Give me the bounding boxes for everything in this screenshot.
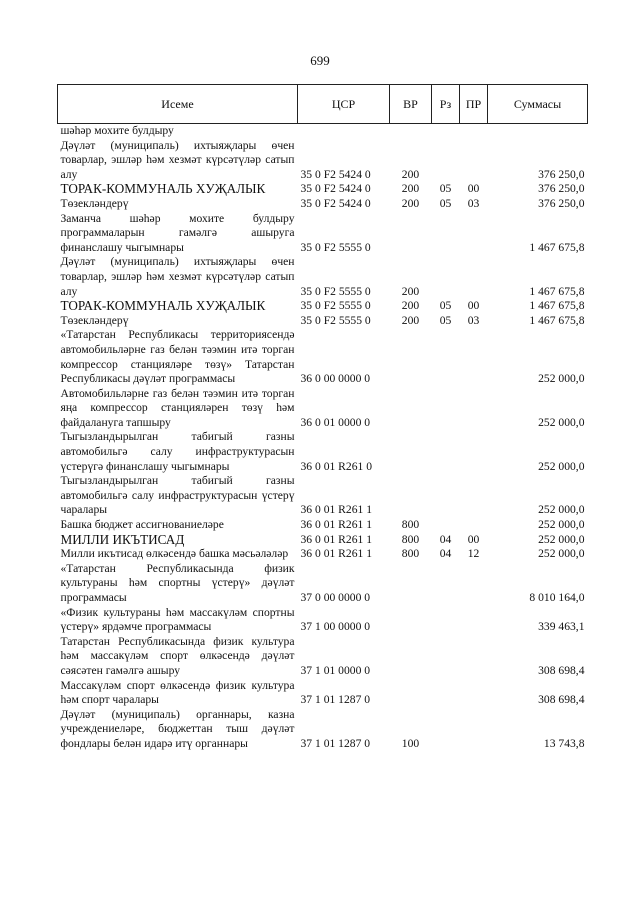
table-row bbox=[58, 299, 588, 314]
cell-sum: 1 467 675,8 bbox=[529, 240, 585, 254]
cell-csr: 36 0 01 R261 1 bbox=[300, 518, 372, 532]
cell-name: ТОРАК-КОММУНАЛЬ ХУҖАЛЫК bbox=[60, 181, 266, 197]
cell-sum bbox=[488, 124, 588, 139]
cell-pr bbox=[460, 387, 488, 431]
header-rz: Рз bbox=[432, 85, 460, 124]
cell-sum: 8 010 164,0 bbox=[529, 591, 585, 604]
cell-sum: 1 467 675,8 bbox=[529, 284, 585, 298]
cell-pr bbox=[460, 124, 488, 139]
cell-csr: 36 0 01 0000 0 bbox=[300, 415, 371, 429]
cell-csr: 36 0 01 R261 1 bbox=[300, 547, 372, 561]
cell-pr bbox=[460, 679, 488, 708]
cell-rz: 05 bbox=[439, 299, 452, 313]
cell-vr bbox=[390, 124, 432, 139]
cell-name: «Татарстан Республикасында физик культураны һәм спортны үстерү» дәүләт программасы bbox=[60, 561, 295, 604]
cell-rz: 04 bbox=[439, 532, 452, 546]
cell-rz bbox=[432, 430, 460, 474]
header-vr: ВР bbox=[390, 85, 432, 124]
cell-pr bbox=[460, 139, 488, 183]
cell-pr bbox=[460, 606, 488, 635]
cell-pr bbox=[460, 212, 488, 256]
cell-vr bbox=[390, 387, 432, 431]
cell-name: Башка бюджет ассигнованиеләре bbox=[60, 518, 224, 532]
cell-csr: 35 0 F2 5555 0 bbox=[300, 299, 371, 313]
cell-csr: 36 0 01 R261 1 bbox=[300, 532, 372, 546]
cell-name: «Физик культураны һәм массакүләм спортны үстерү» ярдәмче программасы bbox=[60, 605, 295, 634]
cell-pr: 12 bbox=[467, 547, 480, 561]
cell-name: Тыгызландырылган табигый газны автомобильгә салу инфраструктурасын үстерү чаралары bbox=[60, 474, 295, 517]
cell-csr: 35 0 F2 5424 0 bbox=[300, 167, 371, 181]
cell-csr: 36 0 01 R261 1 bbox=[300, 503, 372, 517]
cell-pr bbox=[460, 635, 488, 679]
cell-name: ТОРАК-КОММУНАЛЬ ХУҖАЛЫК bbox=[60, 298, 266, 314]
cell-pr: 00 bbox=[467, 299, 480, 313]
cell-pr: 03 bbox=[467, 196, 480, 210]
cell-name: Заманча шәһәр мохите булдыру программаларын гамәлгә ашыруга финанслашу чыгымнары bbox=[60, 211, 295, 254]
cell-csr: 35 0 F2 5424 0 bbox=[300, 196, 371, 210]
cell-sum: 376 250,0 bbox=[538, 167, 585, 181]
cell-sum: 252 000,0 bbox=[538, 372, 585, 386]
cell-name: Төзекләндерү bbox=[60, 313, 129, 327]
table-row bbox=[58, 679, 588, 708]
cell-name: Татарстан Республикасында физик культура һәм массакүләм спорт өлкәсендә дәүләт сәясәтен гамәлгә ашыру bbox=[60, 634, 295, 677]
cell-vr bbox=[390, 328, 432, 386]
cell-vr: 800 bbox=[401, 532, 420, 546]
cell-sum: 252 000,0 bbox=[538, 518, 585, 532]
cell-rz bbox=[432, 518, 460, 533]
cell-csr: 37 0 00 0000 0 bbox=[300, 591, 371, 604]
cell-name: шәһәр мохите булдыру bbox=[60, 124, 174, 137]
cell-name: Массакүләм спорт өлкәсендә физик культура һәм спорт чаралары bbox=[60, 678, 295, 707]
cell-vr bbox=[390, 635, 432, 679]
table-row bbox=[58, 708, 588, 752]
cell-name: Төзекләндерү bbox=[60, 196, 129, 210]
table-row bbox=[58, 518, 588, 533]
cell-csr: 35 0 F2 5555 0 bbox=[300, 313, 371, 327]
cell-rz bbox=[432, 212, 460, 256]
cell-pr bbox=[460, 562, 488, 606]
header-name: Исеме bbox=[58, 85, 298, 124]
cell-sum: 252 000,0 bbox=[538, 532, 585, 546]
cell-vr bbox=[390, 606, 432, 635]
cell-rz: 05 bbox=[439, 196, 452, 210]
cell-name: Дәүләт (муниципаль) ихтыяҗлары өчен товарлар, эшләр һәм хезмәт күрсәтүләр сатып алу bbox=[60, 138, 295, 181]
cell-name: МИЛЛИ ИКЪТИСАД bbox=[60, 531, 185, 547]
cell-sum: 252 000,0 bbox=[538, 547, 585, 561]
cell-csr: 37 1 01 1287 0 bbox=[300, 736, 371, 750]
cell-rz: 04 bbox=[439, 547, 452, 561]
table-row bbox=[58, 474, 588, 518]
cell-rz bbox=[432, 387, 460, 431]
cell-rz bbox=[432, 139, 460, 183]
cell-csr bbox=[298, 124, 390, 139]
cell-vr: 800 bbox=[401, 518, 420, 532]
cell-vr: 200 bbox=[401, 167, 420, 181]
cell-vr: 200 bbox=[401, 284, 420, 298]
cell-vr bbox=[390, 474, 432, 518]
cell-vr: 100 bbox=[401, 736, 420, 750]
cell-csr: 35 0 F2 5555 0 bbox=[300, 240, 371, 254]
cell-csr: 37 1 01 0000 0 bbox=[300, 663, 371, 677]
cell-sum: 339 463,1 bbox=[538, 620, 585, 634]
table-row bbox=[58, 212, 588, 256]
cell-name: «Татарстан Республикасы территориясендә автомобильләрне газ белән тәэмин итә торган компрессор станцияләре төзү» Татарстан Республикасы дәүләт программасы bbox=[60, 328, 295, 386]
table-row bbox=[58, 197, 588, 212]
cell-sum: 252 000,0 bbox=[538, 459, 585, 473]
cell-csr: 35 0 F2 5424 0 bbox=[300, 182, 371, 196]
cell-rz: 05 bbox=[439, 313, 452, 327]
cell-rz bbox=[432, 679, 460, 708]
cell-vr bbox=[390, 430, 432, 474]
cell-vr: 200 bbox=[401, 299, 420, 313]
cell-sum: 308 698,4 bbox=[538, 663, 585, 677]
cell-pr: 00 bbox=[467, 182, 480, 196]
table-row bbox=[58, 606, 588, 635]
cell-name: Тыгызландырылган табигый газны автомобильгә салу инфраструктурасын үстерүгә финанслашу чыгымнары bbox=[60, 430, 295, 473]
cell-pr: 03 bbox=[467, 313, 480, 327]
table-row bbox=[58, 314, 588, 329]
cell-vr: 200 bbox=[401, 313, 420, 327]
table-row bbox=[58, 387, 588, 431]
cell-name: Автомобильләрне газ белән тәэмин итә торган яңа компрессор станцияләрен төзү һәм файдалануга тапшыру bbox=[60, 386, 295, 429]
cell-vr bbox=[390, 679, 432, 708]
cell-pr bbox=[460, 328, 488, 386]
budget-table bbox=[57, 84, 588, 752]
table-row bbox=[58, 124, 588, 139]
cell-pr bbox=[460, 474, 488, 518]
cell-sum: 252 000,0 bbox=[538, 415, 585, 429]
cell-rz: 05 bbox=[439, 182, 452, 196]
cell-rz bbox=[432, 606, 460, 635]
cell-vr: 200 bbox=[401, 196, 420, 210]
table-row bbox=[58, 635, 588, 679]
cell-rz bbox=[432, 328, 460, 386]
cell-rz bbox=[432, 562, 460, 606]
cell-rz bbox=[432, 635, 460, 679]
cell-vr bbox=[390, 562, 432, 606]
cell-csr: 37 1 01 1287 0 bbox=[300, 693, 371, 707]
header-pr: ПР bbox=[460, 85, 488, 124]
table-row bbox=[58, 182, 588, 197]
cell-sum: 308 698,4 bbox=[538, 693, 585, 707]
cell-sum: 376 250,0 bbox=[538, 182, 585, 196]
page-number: 699 bbox=[310, 53, 330, 68]
header-row bbox=[58, 85, 588, 124]
cell-name: Дәүләт (муниципаль) ихтыяҗлары өчен товарлар, эшләр һәм хезмәт күрсәтүләр сатып алу bbox=[60, 255, 295, 298]
table-row bbox=[58, 139, 588, 183]
table-row bbox=[58, 547, 588, 562]
cell-csr: 37 1 00 0000 0 bbox=[300, 620, 371, 634]
cell-csr: 36 0 00 0000 0 bbox=[300, 372, 371, 386]
cell-name: Дәүләт (муниципаль) органнары, казна учреждениеләре, бюджеттан тыш дәүләт фондлары белән идарә итү органнары bbox=[60, 707, 295, 750]
cell-sum: 13 743,8 bbox=[543, 736, 585, 750]
cell-rz bbox=[432, 474, 460, 518]
cell-rz bbox=[432, 708, 460, 752]
cell-sum: 252 000,0 bbox=[538, 503, 585, 517]
cell-vr: 800 bbox=[401, 547, 420, 561]
cell-vr: 200 bbox=[401, 182, 420, 196]
cell-sum: 1 467 675,8 bbox=[529, 299, 585, 313]
cell-name: Милли икътисад өлкәсендә башка мәсьәләләр bbox=[60, 547, 289, 561]
cell-vr bbox=[390, 212, 432, 256]
cell-pr: 00 bbox=[467, 532, 480, 546]
table-row bbox=[58, 328, 588, 386]
table-row bbox=[58, 255, 588, 299]
cell-csr: 36 0 01 R261 0 bbox=[300, 459, 372, 473]
table-row bbox=[58, 562, 588, 606]
cell-rz bbox=[432, 124, 460, 139]
cell-rz bbox=[432, 255, 460, 299]
cell-sum: 1 467 675,8 bbox=[529, 313, 585, 327]
header-sum: Суммасы bbox=[488, 85, 588, 124]
table-row bbox=[58, 430, 588, 474]
header-csr: ЦСР bbox=[298, 85, 390, 124]
cell-pr bbox=[460, 430, 488, 474]
cell-pr bbox=[460, 518, 488, 533]
cell-pr bbox=[460, 708, 488, 752]
cell-csr: 35 0 F2 5555 0 bbox=[300, 284, 371, 298]
table-row bbox=[58, 533, 588, 548]
cell-pr bbox=[460, 255, 488, 299]
cell-sum: 376 250,0 bbox=[538, 196, 585, 210]
